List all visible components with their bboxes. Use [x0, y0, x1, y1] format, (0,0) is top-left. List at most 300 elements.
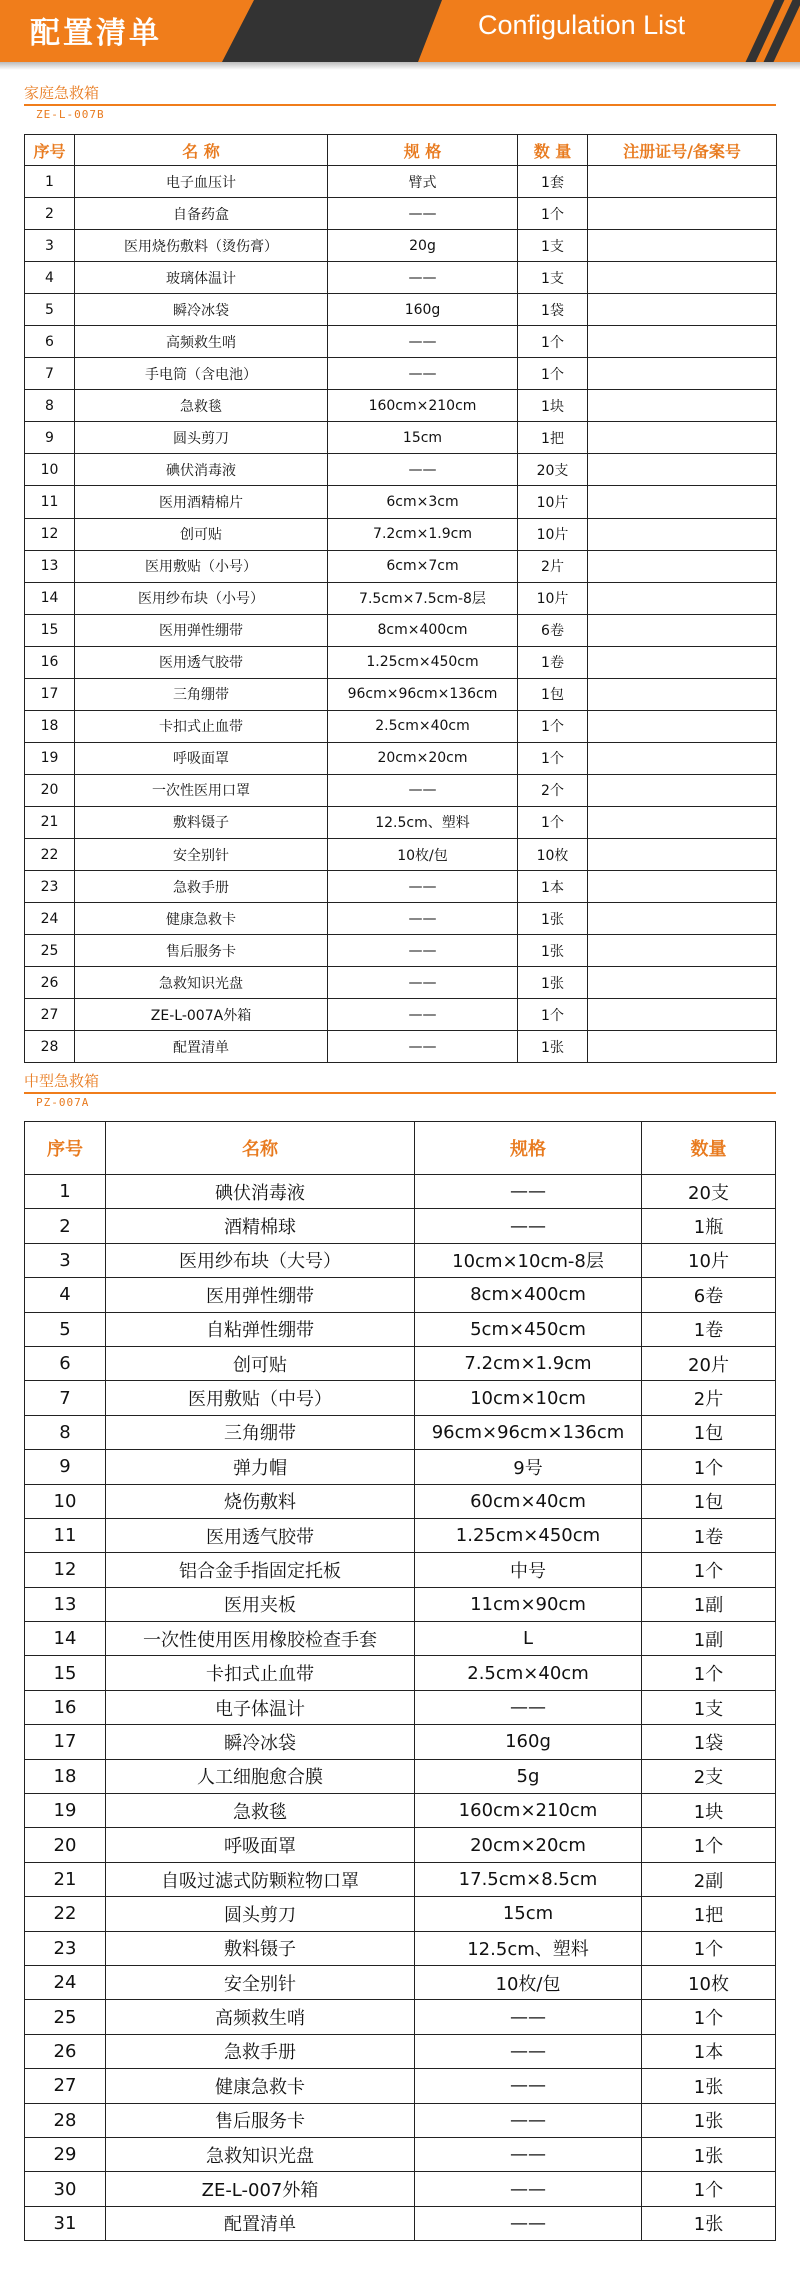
table-row: [25, 1381, 776, 1415]
spec-cell: 8cm×400cm: [328, 614, 518, 646]
quantity-cell: 1张: [518, 935, 588, 967]
quantity-cell: 1块: [518, 390, 588, 422]
spec-cell: ——: [415, 2034, 642, 2068]
table-row: [25, 2206, 776, 2240]
spec-cell: ——: [415, 2000, 642, 2034]
spec-cell: 7.5cm×7.5cm-8层: [328, 582, 518, 614]
quantity-cell: 1支: [518, 230, 588, 262]
table-row: [25, 326, 777, 358]
name-cell: 一次性使用医用橡胶检查手套: [106, 1622, 415, 1656]
table-row: [25, 1450, 776, 1484]
quantity-cell: 1个: [518, 999, 588, 1031]
name-cell: 酒精棉球: [106, 1209, 415, 1243]
table-row: [25, 1690, 776, 1724]
spec-cell: 20cm×20cm: [328, 742, 518, 774]
table-row: [25, 1346, 776, 1380]
index-cell: 12: [25, 518, 75, 550]
kit2-code: PZ-007A: [36, 1096, 90, 1109]
table-row: [25, 1622, 776, 1656]
spec-cell: 96cm×96cm×136cm: [328, 678, 518, 710]
index-cell: 25: [25, 935, 75, 967]
spec-cell: 15cm: [328, 422, 518, 454]
name-cell: 医用透气胶带: [75, 646, 328, 678]
index-cell: 14: [25, 582, 75, 614]
table-row: [25, 903, 777, 935]
registration-cell: [588, 230, 777, 262]
table-row: [25, 1031, 777, 1063]
index-cell: 26: [25, 2034, 106, 2068]
kit2-col-index: 序号: [25, 1122, 106, 1175]
quantity-cell: 1张: [642, 2137, 776, 2171]
name-cell: 自粘弹性绷带: [106, 1312, 415, 1346]
quantity-cell: 1支: [518, 262, 588, 294]
name-cell: 电子血压计: [75, 166, 328, 198]
index-cell: 5: [25, 1312, 106, 1346]
quantity-cell: 10片: [642, 1243, 776, 1277]
quantity-cell: 1把: [518, 422, 588, 454]
registration-cell: [588, 582, 777, 614]
name-cell: 急救毯: [75, 390, 328, 422]
registration-cell: [588, 262, 777, 294]
name-cell: 创可贴: [106, 1346, 415, 1380]
header-banner: [0, 0, 800, 62]
index-cell: 8: [25, 390, 75, 422]
spec-cell: 1.25cm×450cm: [328, 646, 518, 678]
index-cell: 29: [25, 2137, 106, 2171]
quantity-cell: 1个: [518, 326, 588, 358]
spec-cell: 7.2cm×1.9cm: [415, 1346, 642, 1380]
index-cell: 16: [25, 1690, 106, 1724]
name-cell: 医用弹性绷带: [75, 614, 328, 646]
spec-cell: ——: [328, 326, 518, 358]
quantity-cell: 1瓶: [642, 1209, 776, 1243]
name-cell: 手电筒（含电池）: [75, 358, 328, 390]
spec-cell: ——: [328, 999, 518, 1031]
quantity-cell: 1个: [642, 1931, 776, 1965]
index-cell: 7: [25, 1381, 106, 1415]
spec-cell: 10枚/包: [415, 1965, 642, 1999]
name-cell: 三角绷带: [75, 678, 328, 710]
table-row: [25, 871, 777, 903]
quantity-cell: 1个: [642, 1553, 776, 1587]
spec-cell: 60cm×40cm: [415, 1484, 642, 1518]
spec-cell: ——: [415, 1209, 642, 1243]
registration-cell: [588, 454, 777, 486]
quantity-cell: 2个: [518, 774, 588, 806]
kit2-col-name: 名称: [106, 1122, 415, 1175]
table-row: [25, 358, 777, 390]
spec-cell: ——: [415, 2103, 642, 2137]
name-cell: 敷料镊子: [75, 806, 328, 838]
index-cell: 24: [25, 903, 75, 935]
registration-cell: [588, 806, 777, 838]
index-cell: 23: [25, 871, 75, 903]
quantity-cell: 1本: [518, 871, 588, 903]
table-row: [25, 1209, 776, 1243]
table-row: [25, 1587, 776, 1621]
spec-cell: ——: [415, 2069, 642, 2103]
name-cell: 高频救生哨: [75, 326, 328, 358]
table-row: [25, 582, 777, 614]
spec-cell: ——: [328, 935, 518, 967]
quantity-cell: 1把: [642, 1897, 776, 1931]
quantity-cell: 1个: [642, 1828, 776, 1862]
quantity-cell: 1支: [642, 1690, 776, 1724]
quantity-cell: 1袋: [642, 1725, 776, 1759]
table-row: [25, 262, 777, 294]
spec-cell: 6cm×7cm: [328, 550, 518, 582]
kit1-col-name: 名 称: [75, 135, 328, 166]
spec-cell: 5g: [415, 1759, 642, 1793]
spec-cell: 160g: [415, 1725, 642, 1759]
name-cell: 售后服务卡: [75, 935, 328, 967]
kit1-table: [24, 134, 777, 1063]
spec-cell: ——: [415, 2172, 642, 2206]
name-cell: 电子体温计: [106, 1690, 415, 1724]
kit2-divider: [24, 1092, 776, 1094]
kit2-col-quantity: 数量: [642, 1122, 776, 1175]
spec-cell: ——: [328, 454, 518, 486]
name-cell: 瞬冷冰袋: [75, 294, 328, 326]
spec-cell: ——: [328, 1031, 518, 1063]
quantity-cell: 1副: [642, 1622, 776, 1656]
quantity-cell: 1个: [518, 358, 588, 390]
index-cell: 18: [25, 710, 75, 742]
spec-cell: 20g: [328, 230, 518, 262]
registration-cell: [588, 999, 777, 1031]
quantity-cell: 10枚: [642, 1965, 776, 1999]
index-cell: 2: [25, 198, 75, 230]
table-row: [25, 390, 777, 422]
index-cell: 9: [25, 422, 75, 454]
index-cell: 1: [25, 166, 75, 198]
table-row: [25, 646, 777, 678]
quantity-cell: 1本: [642, 2034, 776, 2068]
registration-cell: [588, 358, 777, 390]
table-row: [25, 486, 777, 518]
name-cell: 医用弹性绷带: [106, 1278, 415, 1312]
table-row: [25, 1553, 776, 1587]
spec-cell: ——: [328, 198, 518, 230]
name-cell: 圆头剪刀: [106, 1897, 415, 1931]
quantity-cell: 1个: [642, 2172, 776, 2206]
name-cell: 急救毯: [106, 1794, 415, 1828]
table-row: [25, 806, 777, 838]
spec-cell: 2.5cm×40cm: [415, 1656, 642, 1690]
name-cell: 医用透气胶带: [106, 1518, 415, 1552]
index-cell: 22: [25, 1897, 106, 1931]
quantity-cell: 1个: [518, 710, 588, 742]
registration-cell: [588, 422, 777, 454]
spec-cell: 10cm×10cm-8层: [415, 1243, 642, 1277]
name-cell: 呼吸面罩: [106, 1828, 415, 1862]
index-cell: 11: [25, 486, 75, 518]
name-cell: 碘伏消毒液: [106, 1175, 415, 1209]
registration-cell: [588, 710, 777, 742]
index-cell: 7: [25, 358, 75, 390]
registration-cell: [588, 678, 777, 710]
spec-cell: ——: [328, 967, 518, 999]
kit2-col-spec: 规格: [415, 1122, 642, 1175]
index-cell: 1: [25, 1175, 106, 1209]
quantity-cell: 1张: [518, 1031, 588, 1063]
index-cell: 18: [25, 1759, 106, 1793]
table-row: [25, 1518, 776, 1552]
quantity-cell: 1卷: [642, 1518, 776, 1552]
registration-cell: [588, 390, 777, 422]
name-cell: 医用酒精棉片: [75, 486, 328, 518]
quantity-cell: 1个: [642, 2000, 776, 2034]
quantity-cell: 1卷: [642, 1312, 776, 1346]
quantity-cell: 1块: [642, 1794, 776, 1828]
kit1-col-index: 序号: [25, 135, 75, 166]
table-row: [25, 710, 777, 742]
kit1-title: 家庭急救箱: [24, 84, 100, 102]
name-cell: 创可贴: [75, 518, 328, 550]
name-cell: 配置清单: [106, 2206, 415, 2240]
index-cell: 16: [25, 646, 75, 678]
index-cell: 28: [25, 1031, 75, 1063]
quantity-cell: 6卷: [518, 614, 588, 646]
quantity-cell: 2片: [642, 1381, 776, 1415]
name-cell: 健康急救卡: [75, 903, 328, 935]
spec-cell: 6cm×3cm: [328, 486, 518, 518]
name-cell: 烧伤敷料: [106, 1484, 415, 1518]
index-cell: 21: [25, 806, 75, 838]
kit2-header-row: [25, 1122, 776, 1175]
kit1-code: ZE-L-007B: [36, 108, 105, 121]
registration-cell: [588, 742, 777, 774]
index-cell: 15: [25, 1656, 106, 1690]
spec-cell: 9号: [415, 1450, 642, 1484]
index-cell: 2: [25, 1209, 106, 1243]
quantity-cell: 1套: [518, 166, 588, 198]
quantity-cell: 1个: [518, 806, 588, 838]
table-row: [25, 1175, 776, 1209]
quantity-cell: 1张: [642, 2206, 776, 2240]
quantity-cell: 1袋: [518, 294, 588, 326]
registration-cell: [588, 871, 777, 903]
table-row: [25, 198, 777, 230]
index-cell: 10: [25, 1484, 106, 1518]
quantity-cell: 1副: [642, 1587, 776, 1621]
spec-cell: 8cm×400cm: [415, 1278, 642, 1312]
kit1-divider: [24, 104, 776, 106]
name-cell: 弹力帽: [106, 1450, 415, 1484]
quantity-cell: 10枚: [518, 838, 588, 870]
table-row: [25, 1965, 776, 1999]
spec-cell: 1.25cm×450cm: [415, 1518, 642, 1552]
table-row: [25, 1759, 776, 1793]
spec-cell: 12.5cm、塑料: [328, 806, 518, 838]
spec-cell: 2.5cm×40cm: [328, 710, 518, 742]
table-row: [25, 518, 777, 550]
spec-cell: ——: [328, 871, 518, 903]
table-row: [25, 422, 777, 454]
kit2-title: 中型急救箱: [24, 1072, 100, 1090]
name-cell: ZE-L-007A外箱: [75, 999, 328, 1031]
name-cell: 自吸过滤式防颗粒物口罩: [106, 1862, 415, 1896]
quantity-cell: 1包: [642, 1415, 776, 1449]
table-row: [25, 1656, 776, 1690]
name-cell: 安全别针: [106, 1965, 415, 1999]
quantity-cell: 1个: [642, 1656, 776, 1690]
registration-cell: [588, 967, 777, 999]
table-row: [25, 2137, 776, 2171]
index-cell: 17: [25, 678, 75, 710]
name-cell: 医用敷贴（小号）: [75, 550, 328, 582]
name-cell: 医用敷贴（中号）: [106, 1381, 415, 1415]
quantity-cell: 10片: [518, 582, 588, 614]
name-cell: 急救手册: [75, 871, 328, 903]
table-row: [25, 1415, 776, 1449]
table-row: [25, 774, 777, 806]
name-cell: 配置清单: [75, 1031, 328, 1063]
registration-cell: [588, 166, 777, 198]
table-row: [25, 614, 777, 646]
name-cell: 铝合金手指固定托板: [106, 1553, 415, 1587]
table-row: [25, 166, 777, 198]
table-row: [25, 1243, 776, 1277]
table-row: [25, 1312, 776, 1346]
table-row: [25, 935, 777, 967]
quantity-cell: 2片: [518, 550, 588, 582]
table-row: [25, 1931, 776, 1965]
table-row: [25, 1828, 776, 1862]
quantity-cell: 2支: [642, 1759, 776, 1793]
spec-cell: 10cm×10cm: [415, 1381, 642, 1415]
spec-cell: 96cm×96cm×136cm: [415, 1415, 642, 1449]
registration-cell: [588, 838, 777, 870]
spec-cell: ——: [328, 774, 518, 806]
name-cell: 急救知识光盘: [106, 2137, 415, 2171]
quantity-cell: 1张: [518, 967, 588, 999]
spec-cell: 12.5cm、塑料: [415, 1931, 642, 1965]
header-title-cn: 配置清单: [30, 16, 162, 51]
index-cell: 27: [25, 2069, 106, 2103]
index-cell: 19: [25, 742, 75, 774]
table-row: [25, 2069, 776, 2103]
index-cell: 6: [25, 326, 75, 358]
registration-cell: [588, 198, 777, 230]
spec-cell: ——: [328, 903, 518, 935]
quantity-cell: 1包: [518, 678, 588, 710]
table-row: [25, 230, 777, 262]
table-row: [25, 1278, 776, 1312]
table-row: [25, 1862, 776, 1896]
table-row: [25, 999, 777, 1031]
spec-cell: 160cm×210cm: [415, 1794, 642, 1828]
spec-cell: 160g: [328, 294, 518, 326]
index-cell: 22: [25, 838, 75, 870]
registration-cell: [588, 903, 777, 935]
quantity-cell: 10片: [518, 486, 588, 518]
index-cell: 14: [25, 1622, 106, 1656]
index-cell: 20: [25, 774, 75, 806]
table-row: [25, 454, 777, 486]
index-cell: 13: [25, 1587, 106, 1621]
quantity-cell: 1个: [518, 742, 588, 774]
quantity-cell: 20支: [518, 454, 588, 486]
index-cell: 6: [25, 1346, 106, 1380]
index-cell: 10: [25, 454, 75, 486]
name-cell: 医用夹板: [106, 1587, 415, 1621]
spec-cell: ——: [328, 358, 518, 390]
quantity-cell: 1包: [642, 1484, 776, 1518]
spec-cell: ——: [328, 262, 518, 294]
index-cell: 13: [25, 550, 75, 582]
spec-cell: ——: [415, 1690, 642, 1724]
spec-cell: 11cm×90cm: [415, 1587, 642, 1621]
name-cell: 碘伏消毒液: [75, 454, 328, 486]
kit1-col-spec: 规 格: [328, 135, 518, 166]
spec-cell: ——: [415, 2137, 642, 2171]
name-cell: 敷料镊子: [106, 1931, 415, 1965]
index-cell: 31: [25, 2206, 106, 2240]
quantity-cell: 1张: [518, 903, 588, 935]
table-row: [25, 550, 777, 582]
index-cell: 3: [25, 1243, 106, 1277]
name-cell: 一次性医用口罩: [75, 774, 328, 806]
spec-cell: 10枚/包: [328, 838, 518, 870]
registration-cell: [588, 1031, 777, 1063]
quantity-cell: 6卷: [642, 1278, 776, 1312]
registration-cell: [588, 614, 777, 646]
table-row: [25, 294, 777, 326]
header-right-slant: [418, 0, 442, 62]
name-cell: 健康急救卡: [106, 2069, 415, 2103]
spec-cell: 中号: [415, 1553, 642, 1587]
name-cell: 玻璃体温计: [75, 262, 328, 294]
kit1-header-row: [25, 135, 777, 166]
spec-cell: 20cm×20cm: [415, 1828, 642, 1862]
index-cell: 21: [25, 1862, 106, 1896]
quantity-cell: 2副: [642, 1862, 776, 1896]
index-cell: 24: [25, 1965, 106, 1999]
table-row: [25, 2172, 776, 2206]
name-cell: 医用纱布块（大号）: [106, 1243, 415, 1277]
index-cell: 3: [25, 230, 75, 262]
quantity-cell: 1个: [518, 198, 588, 230]
registration-cell: [588, 294, 777, 326]
name-cell: 卡扣式止血带: [75, 710, 328, 742]
table-row: [25, 1794, 776, 1828]
name-cell: 高频救生哨: [106, 2000, 415, 2034]
spec-cell: ——: [415, 1175, 642, 1209]
index-cell: 20: [25, 1828, 106, 1862]
header-shadow: [0, 62, 800, 70]
index-cell: 19: [25, 1794, 106, 1828]
index-cell: 9: [25, 1450, 106, 1484]
registration-cell: [588, 518, 777, 550]
index-cell: 4: [25, 262, 75, 294]
index-cell: 4: [25, 1278, 106, 1312]
index-cell: 5: [25, 294, 75, 326]
quantity-cell: 1卷: [518, 646, 588, 678]
table-row: [25, 2034, 776, 2068]
header-left-slant: [222, 0, 254, 62]
registration-cell: [588, 646, 777, 678]
quantity-cell: 20支: [642, 1175, 776, 1209]
index-cell: 8: [25, 1415, 106, 1449]
spec-cell: 7.2cm×1.9cm: [328, 518, 518, 550]
table-row: [25, 1897, 776, 1931]
index-cell: 25: [25, 2000, 106, 2034]
header-title-en: Configulation List: [478, 10, 686, 40]
quantity-cell: 1个: [642, 1450, 776, 1484]
name-cell: 自备药盒: [75, 198, 328, 230]
spec-cell: 160cm×210cm: [328, 390, 518, 422]
